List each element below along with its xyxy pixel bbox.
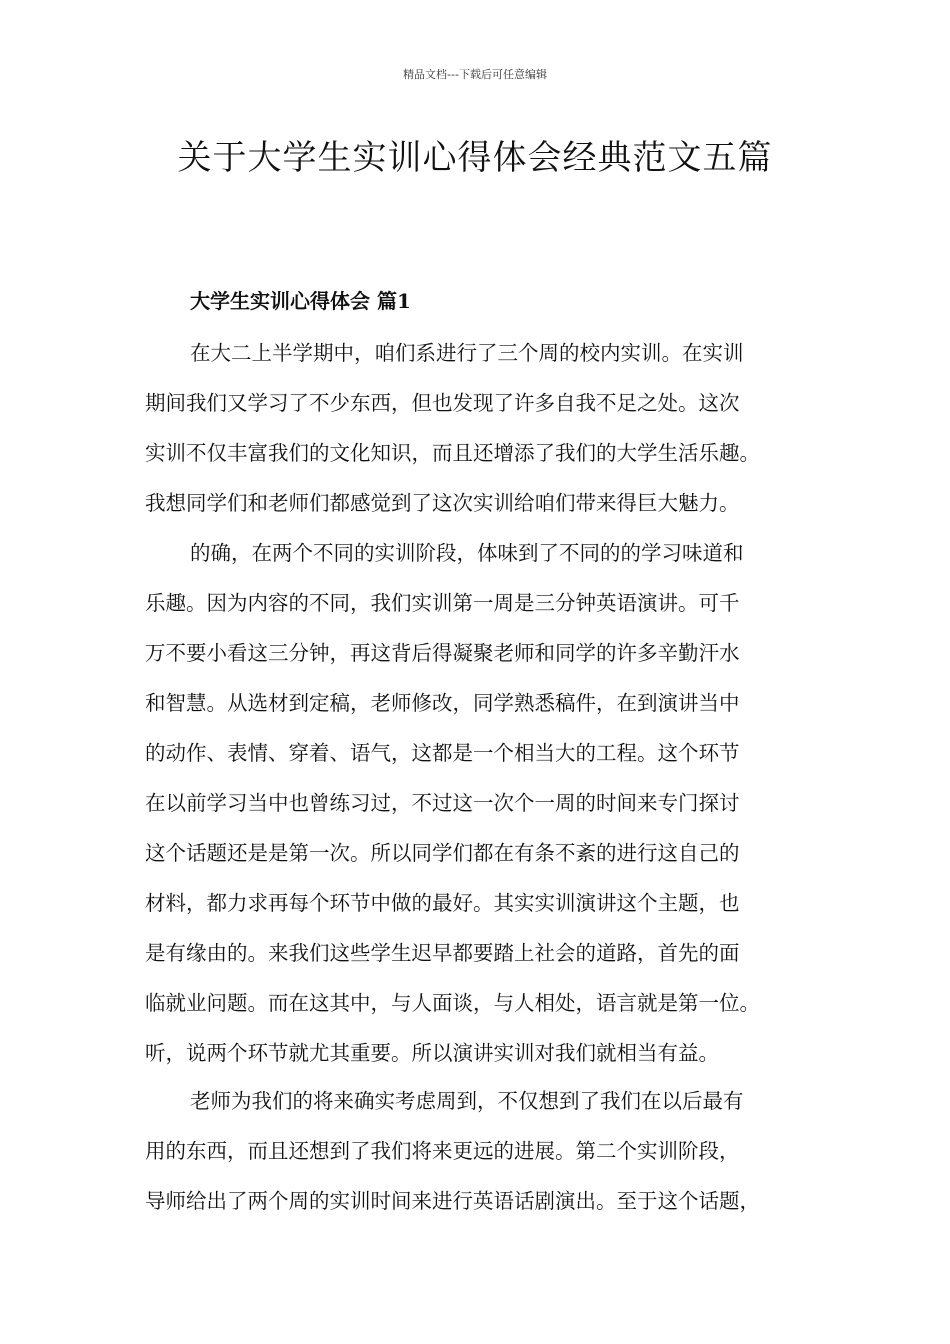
paragraph-3 [145,1076,825,1226]
paragraph-line: 听，说两个环节就尤其重要。所以演讲实训对我们就相当有益。 [145,1041,719,1065]
header-note: 精品文档---下载后可任意编辑 [403,68,547,81]
paragraph-line: 是有缘由的。来我们这些学生迟早都要踏上社会的道路，首先的面 [145,941,740,965]
paragraph-line: 老师为我们的将来确实考虑周到，不仅想到了我们在以后最有 [190,1089,744,1113]
paragraph-line: 材料，都力求再每个环节中做的最好。其实实训演讲这个主题，也 [145,891,740,915]
paragraph-line: 的动作、表情、穿着、语气，这都是一个相当大的工程。这个环节 [145,741,740,765]
paragraph-line: 的确，在两个不同的实训阶段，体味到了不同的的学习味道和 [190,541,744,565]
document-title: 关于大学生实训心得体会经典范文五篇 [177,138,773,178]
paragraph-line: 在以前学习当中也曾练习过，不过这一次个一周的时间来专门探讨 [145,791,740,815]
paragraph-line: 这个话题还是是第一次。所以同学们都在有条不紊的进行这自己的 [145,841,740,865]
paragraph-line: 临就业问题。而在这其中，与人面谈，与人相处，语言就是第一位。 [145,991,760,1015]
paragraph-line: 导师给出了两个周的实训时间来进行英语话剧演出。至于这个话题， [145,1189,760,1213]
paragraph-2 [145,528,825,1078]
paragraph-1 [145,328,825,528]
paragraph-line: 在大二上半学期中，咱们系进行了三个周的校内实训。在实训 [190,341,744,365]
paragraph-line: 我想同学们和老师们都感觉到了这次实训给咱们带来得巨大魅力。 [145,491,740,515]
paragraph-line: 用的东西，而且还想到了我们将来更远的进展。第二个实训阶段， [145,1139,740,1163]
paragraph-line: 实训不仅丰富我们的文化知识，而且还增添了我们的大学生活乐趣。 [145,441,760,465]
paragraph-line: 乐趣。因为内容的不同，我们实训第一周是三分钟英语演讲。可千 [145,591,740,615]
paragraph-line: 和智慧。从选材到定稿，老师修改，同学熟悉稿件，在到演讲当中 [145,691,740,715]
paragraph-line: 期间我们又学习了不少东西，但也发现了许多自我不足之处。这次 [145,391,740,415]
section-heading: 大学生实训心得体会 篇1 [190,289,411,313]
paragraph-line: 万不要小看这三分钟，再这背后得凝聚老师和同学的许多辛勤汗水 [145,641,740,665]
